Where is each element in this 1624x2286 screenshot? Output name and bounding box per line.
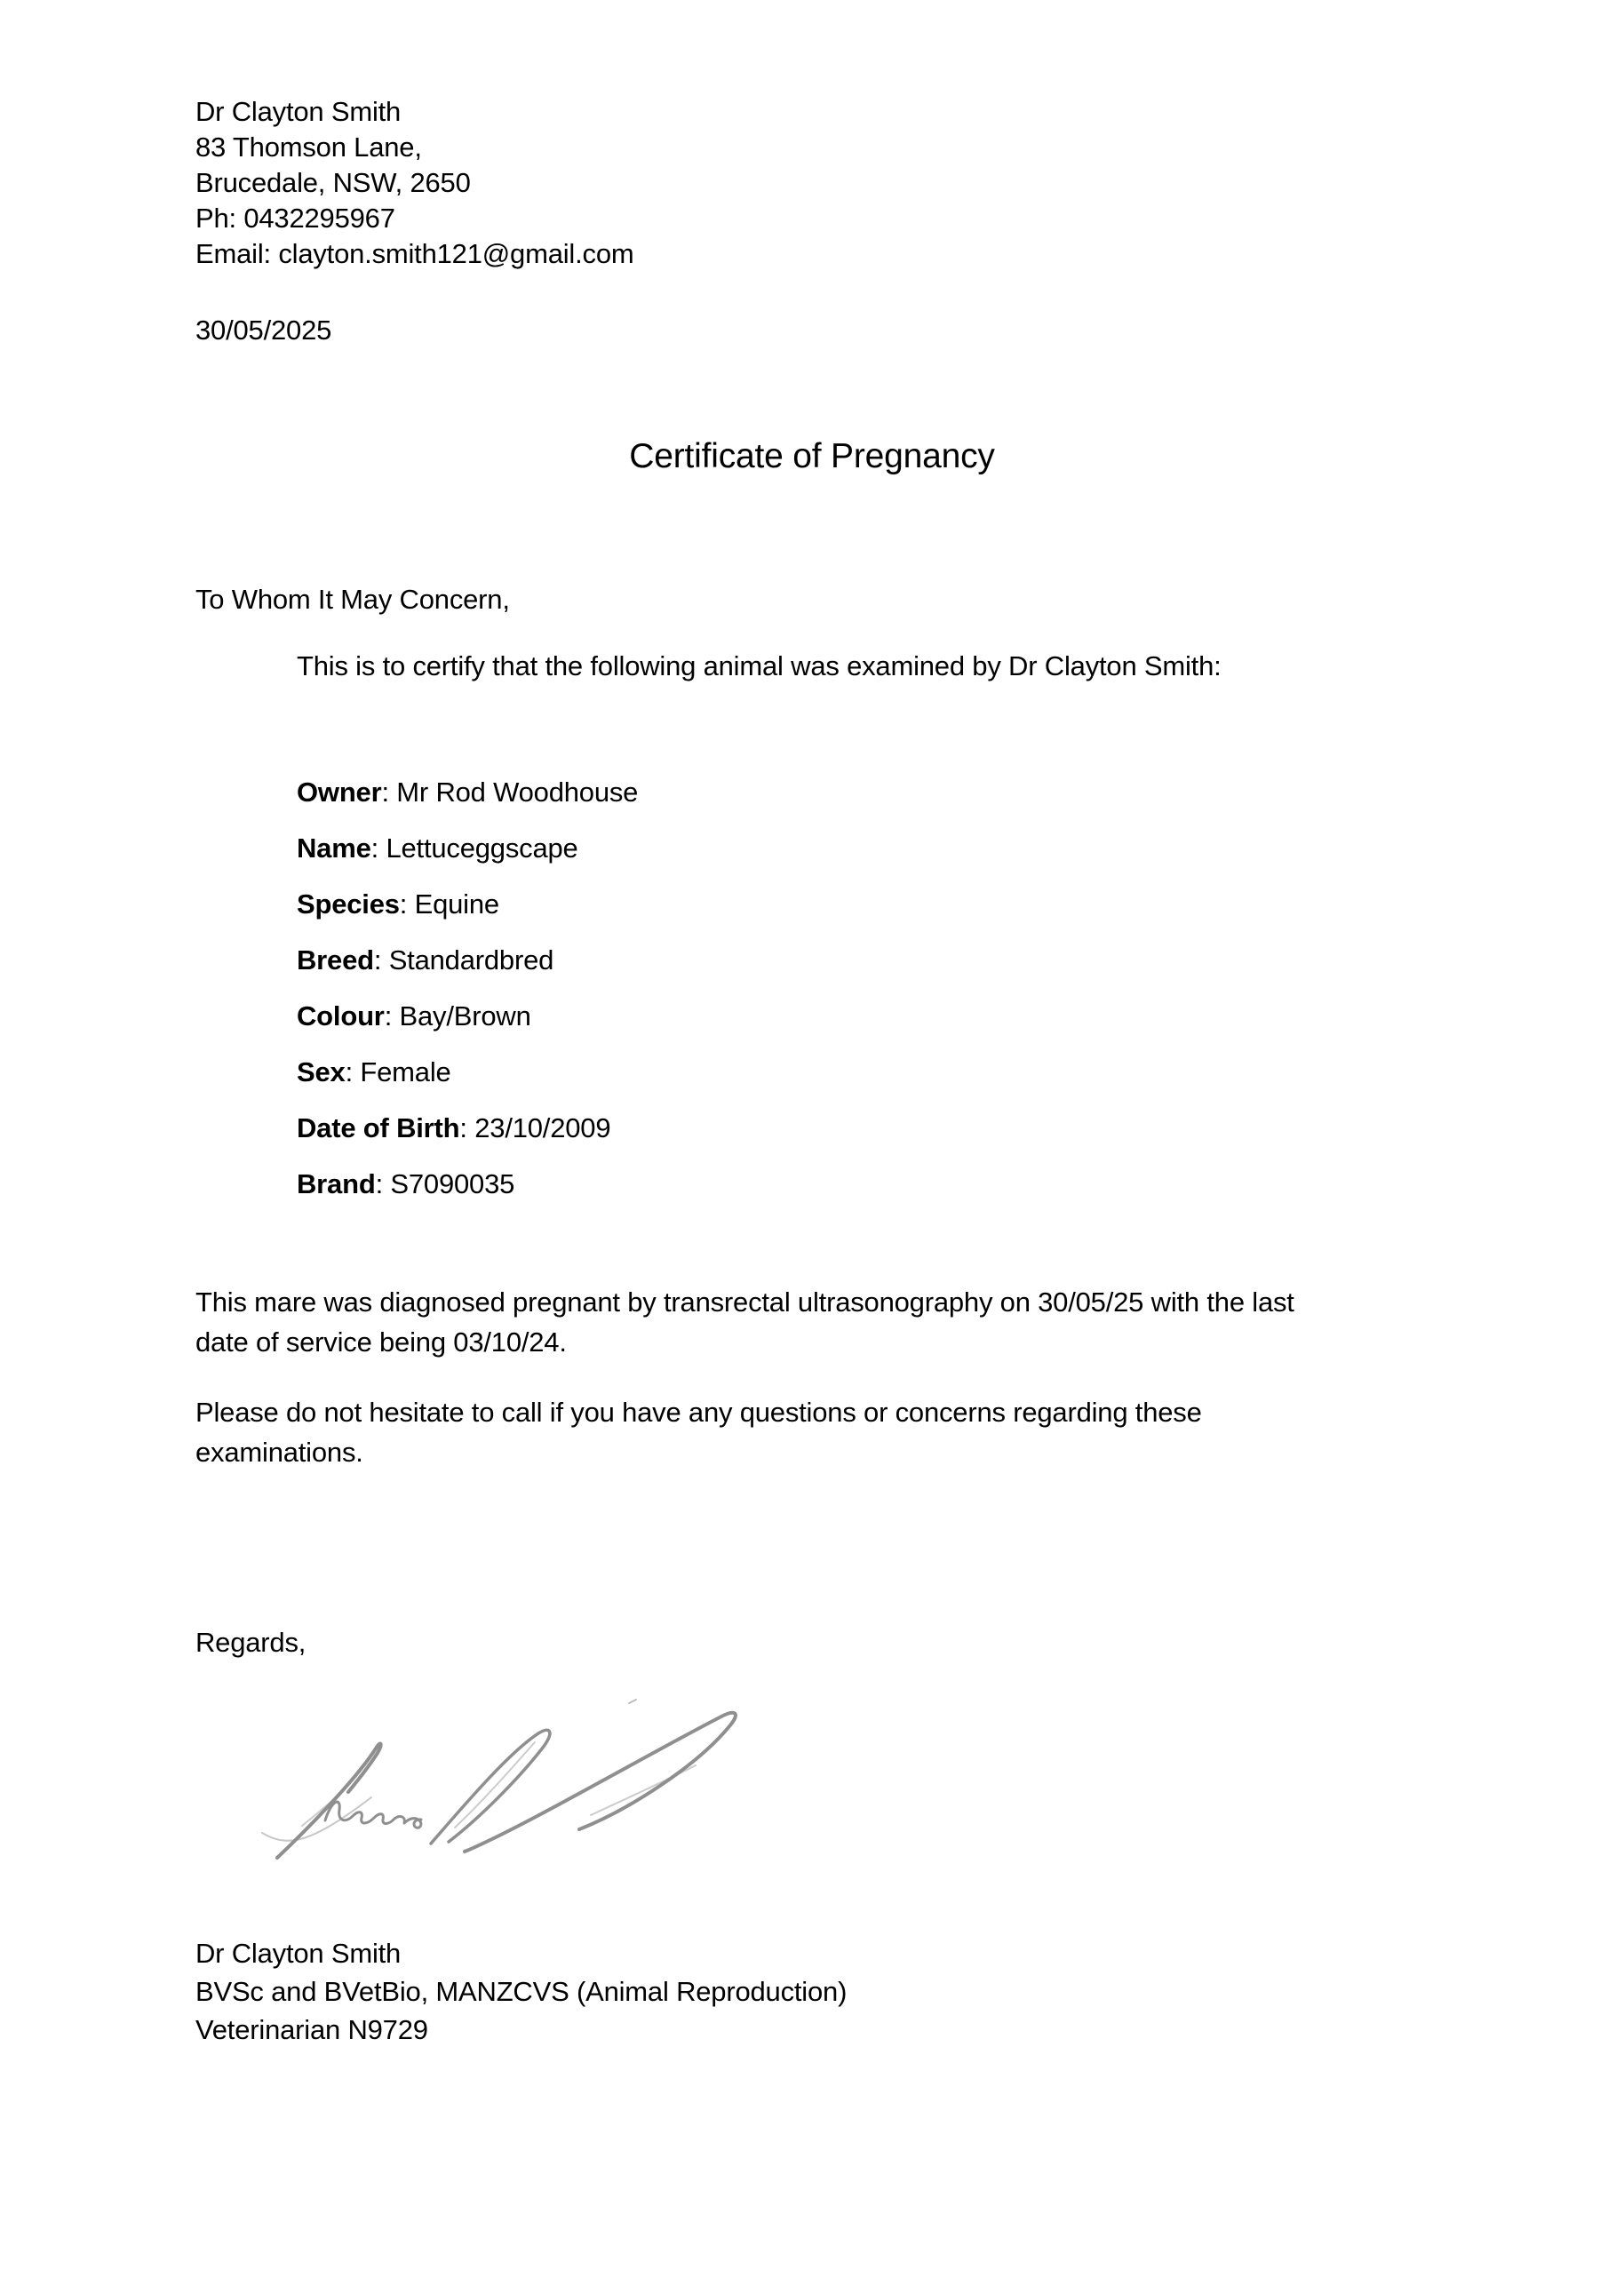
contact-line: Please do not hesitate to call if you have any questions or concerns regarding these [195, 1397, 1202, 1428]
salutation: To Whom It May Concern, [195, 584, 510, 615]
diagnosis-paragraph [195, 1282, 1294, 1362]
detail-label: Sex [297, 1056, 346, 1087]
detail-value: 23/10/2009 [474, 1112, 611, 1143]
document-date: 30/05/2025 [195, 315, 332, 346]
detail-value: Equine [414, 888, 499, 920]
detail-row-colour [297, 999, 638, 1055]
detail-row-species [297, 887, 638, 943]
detail-row-date-of-birth [297, 1111, 638, 1167]
detail-separator: : [370, 832, 386, 864]
detail-label: Colour [297, 1000, 385, 1031]
signoff-block [195, 1934, 847, 2049]
intro-line: This is to certify that the following animal was examined by Dr Clayton Smith: [297, 650, 1222, 681]
letterhead-email: Email: clayton.smith121@gmail.com [195, 238, 634, 269]
detail-label: Name [297, 832, 371, 864]
detail-row-sex [297, 1055, 638, 1111]
contact-line: examinations. [195, 1437, 363, 1468]
document-title: Certificate of Pregnancy [629, 437, 995, 475]
detail-separator: : [381, 777, 397, 808]
letterhead-city: Brucedale, NSW, 2650 [195, 167, 471, 198]
diagnosis-line: date of service being 03/10/24. [195, 1326, 567, 1358]
letterhead-street: 83 Thomson Lane, [195, 131, 422, 163]
signature-strokes [262, 1700, 736, 1858]
detail-separator: : [459, 1112, 475, 1143]
detail-separator: : [375, 1168, 391, 1199]
detail-label: Breed [297, 944, 374, 976]
detail-value: Bay/Brown [399, 1000, 531, 1031]
detail-value: Female [360, 1056, 451, 1087]
detail-value: Lettuceggscape [386, 832, 578, 864]
signoff-qualifications: BVSc and BVetBio, MANZCVS (Animal Reproduction) [195, 1976, 848, 2007]
detail-value: Mr Rod Woodhouse [396, 777, 639, 808]
letterhead-phone: Ph: 0432295967 [195, 203, 395, 234]
detail-label: Owner [297, 777, 382, 808]
detail-label: Species [297, 888, 400, 920]
detail-row-breed [297, 943, 638, 999]
detail-value: S7090035 [390, 1168, 515, 1199]
detail-separator: : [345, 1056, 361, 1087]
closing-salutation: Regards, [195, 1627, 306, 1658]
contact-paragraph [195, 1392, 1202, 1472]
detail-row-brand [297, 1167, 638, 1223]
diagnosis-line: This mare was diagnosed pregnant by transrectal ultrasonography on 30/05/25 with the last [195, 1286, 1294, 1318]
detail-separator: : [373, 944, 389, 976]
signature-image [249, 1693, 764, 1870]
detail-separator: : [384, 1000, 400, 1031]
animal-details [297, 775, 638, 1223]
letterhead [195, 94, 634, 272]
detail-row-owner [297, 775, 638, 831]
signoff-name: Dr Clayton Smith [195, 1938, 402, 1969]
detail-separator: : [399, 888, 415, 920]
detail-label: Date of Birth [297, 1112, 460, 1143]
detail-row-name [297, 831, 638, 887]
detail-label: Brand [297, 1168, 376, 1199]
signoff-registration: Veterinarian N9729 [195, 2014, 428, 2045]
letterhead-name: Dr Clayton Smith [195, 96, 402, 127]
detail-value: Standardbred [388, 944, 554, 976]
